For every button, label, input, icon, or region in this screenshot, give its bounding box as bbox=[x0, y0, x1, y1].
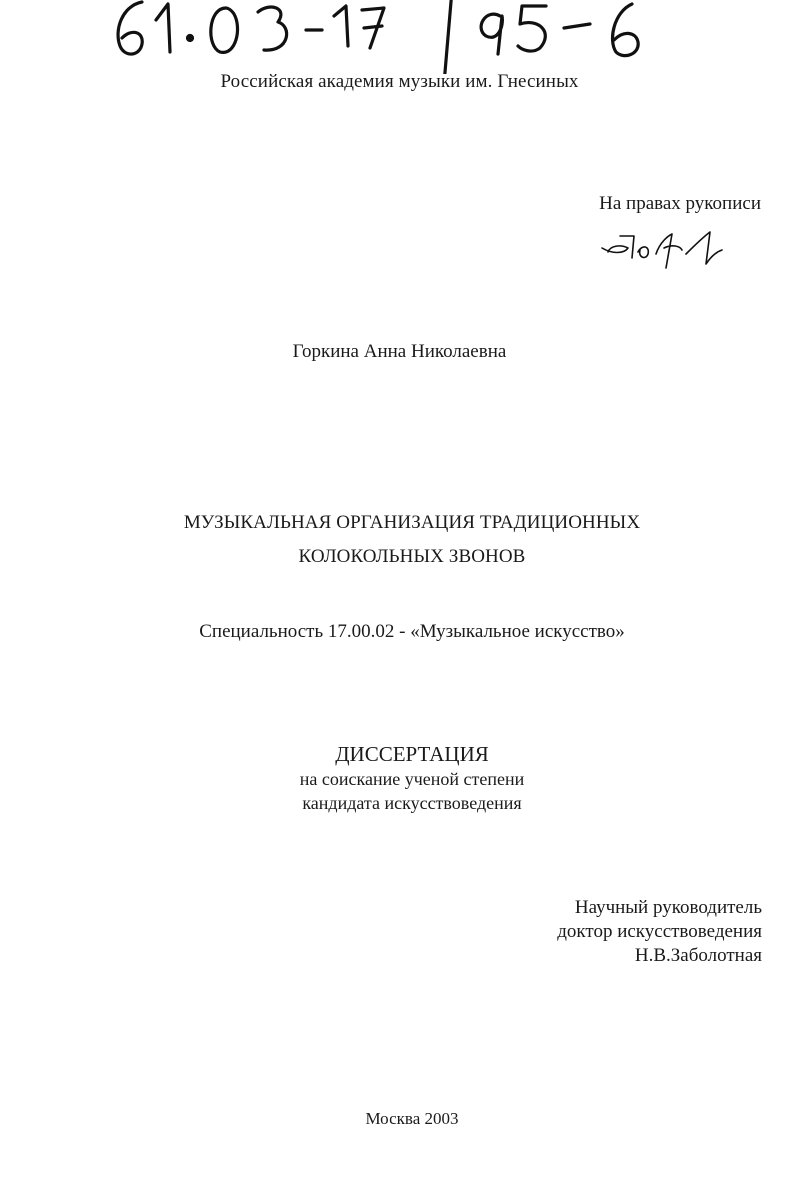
author-name: Горкина Анна Николаевна bbox=[292, 341, 507, 362]
dissertation-heading: ДИССЕРТАЦИЯ bbox=[335, 742, 489, 766]
specialty: Специальность 17.00.02 - «Музыкальное искусство» bbox=[199, 621, 625, 642]
handwritten-archive-code bbox=[108, 0, 668, 74]
supervisor-name: Н.В.Заболотная bbox=[634, 945, 762, 966]
city-year: Москва 2003 bbox=[365, 1109, 459, 1128]
degree-line-1: на соискание ученой степени bbox=[299, 769, 525, 789]
title-line-1: МУЗЫКАЛЬНАЯ ОРГАНИЗАЦИЯ ТРАДИЦИОННЫХ bbox=[183, 512, 641, 533]
signature-scribble bbox=[598, 224, 738, 274]
supervisor-role: Научный руководитель bbox=[574, 897, 762, 918]
archive-code-handwriting bbox=[108, 0, 668, 74]
dissertation-block bbox=[0, 741, 799, 815]
manuscript-note: На правах рукописи bbox=[599, 193, 761, 214]
supervisor-degree: доктор искусствоведения bbox=[557, 921, 762, 942]
title-line-2: КОЛОКОЛЬНЫХ ЗВОНОВ bbox=[298, 546, 526, 567]
degree-line-2: кандидата искусствоведения bbox=[302, 793, 522, 813]
signature bbox=[598, 224, 738, 274]
institution-name: Российская академия музыки им. Гнесиных bbox=[220, 71, 579, 92]
supervisor-block bbox=[557, 896, 762, 968]
dissertation-title bbox=[0, 506, 799, 574]
